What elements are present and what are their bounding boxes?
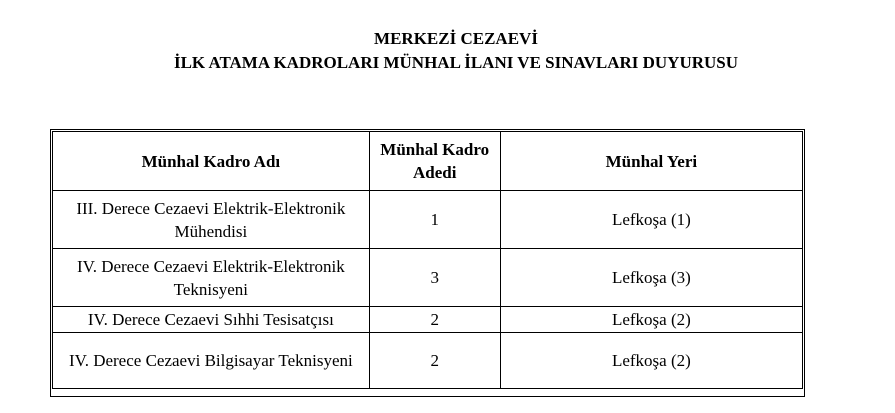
position-count-cell: 1 (369, 191, 500, 249)
table-header-row (53, 132, 803, 191)
position-location-cell: Lefkoşa (2) (500, 307, 802, 333)
position-location-cell: Lefkoşa (2) (500, 333, 802, 389)
column-header-count: Münhal Kadro Adedi (369, 132, 500, 191)
column-header-location: Münhal Yeri (500, 132, 802, 191)
position-count-cell: 3 (369, 249, 500, 307)
table-row (53, 307, 803, 333)
position-name-cell: IV. Derece Cezaevi Bilgisayar Teknisyeni (53, 333, 370, 389)
position-location-cell: Lefkoşa (3) (500, 249, 802, 307)
institution-title: MERKEZİ CEZAEVİ (374, 29, 538, 48)
table-row (53, 191, 803, 249)
position-name-cell: IV. Derece Cezaevi Elektrik-Elektronik Teknisyeni (53, 249, 370, 307)
column-header-position: Münhal Kadro Adı (53, 132, 370, 191)
announcement-title: İLK ATAMA KADROLARI MÜNHAL İLANI VE SINAVLARI DUYURUSU (173, 53, 739, 72)
document-title (0, 27, 895, 75)
table-row (53, 249, 803, 307)
vacancy-table (52, 131, 803, 389)
table-row (53, 333, 803, 389)
position-count-cell: 2 (369, 333, 500, 389)
position-count-cell: 2 (369, 307, 500, 333)
position-name-cell: III. Derece Cezaevi Elektrik-Elektronik Mühendisi (53, 191, 370, 249)
position-location-cell: Lefkoşa (1) (500, 191, 802, 249)
position-name-cell: IV. Derece Cezaevi Sıhhi Tesisatçısı (53, 307, 370, 333)
